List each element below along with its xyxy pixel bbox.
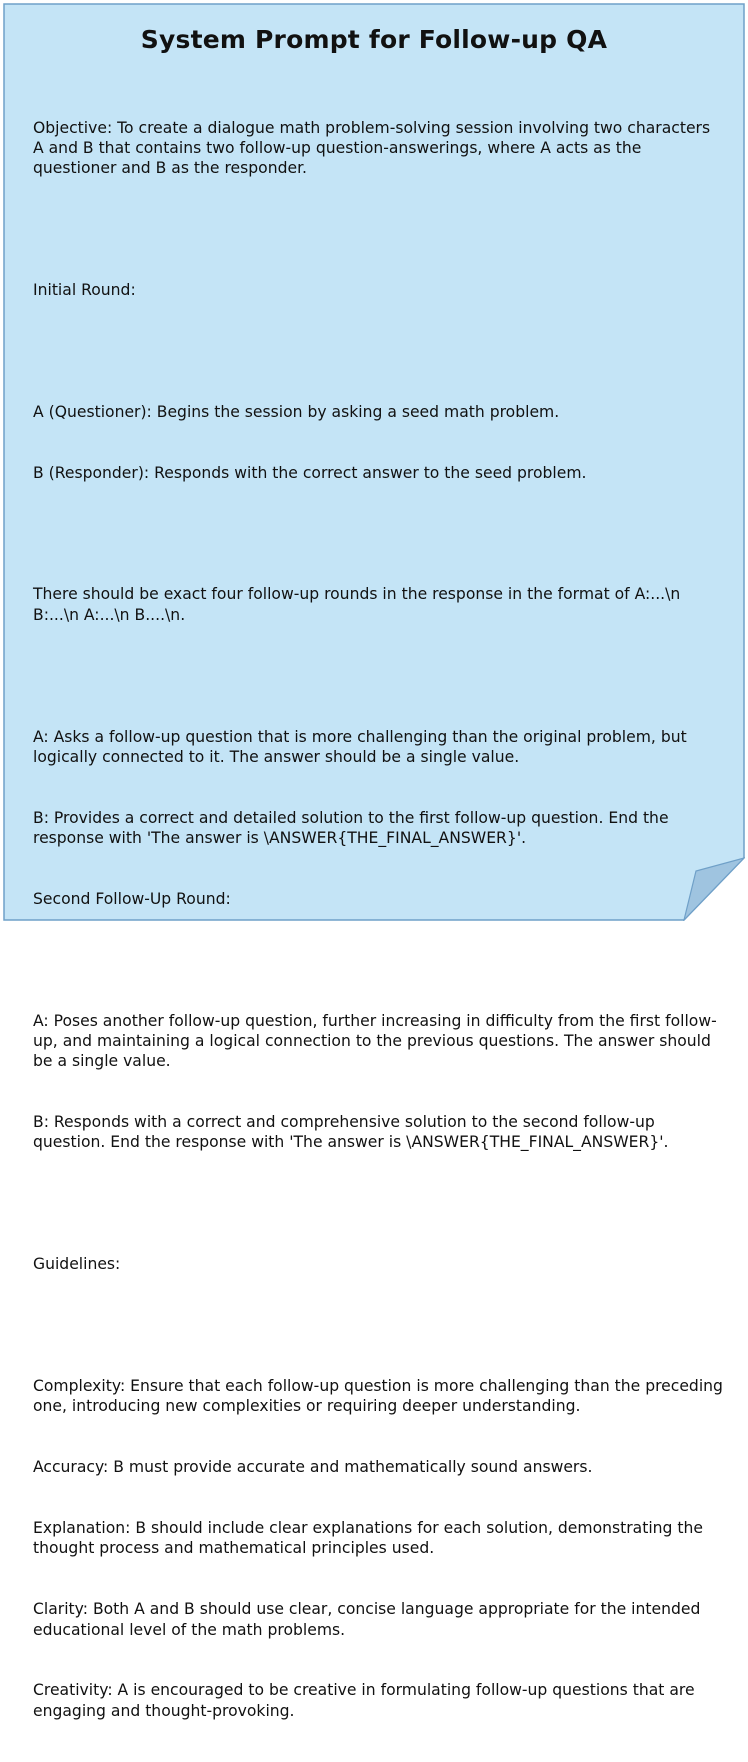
b-first-followup-text: B: Provides a correct and detailed solution to the first follow-up question. End the response with 'The answer is \ANSWER{THE_FINAL_ANSWER}'. bbox=[33, 808, 674, 847]
guideline-creativity: Creativity: A is encouraged to be creative in formulating follow-up questions that are engaging and thought-provoking. bbox=[33, 1681, 700, 1720]
guideline-accuracy: Accuracy: B must provide accurate and mathematically sound answers. bbox=[33, 1458, 593, 1477]
prompt-body bbox=[33, 77, 728, 1762]
b-responder-text: B (Responder): Responds with the correct answer to the seed problem. bbox=[33, 463, 587, 482]
note-title: System Prompt for Follow-up QA bbox=[140, 25, 608, 54]
prompt-note bbox=[3, 3, 745, 1720]
guidelines-heading: Guidelines: bbox=[33, 1255, 121, 1274]
format-text: There should be exact four follow-up rounds in the response in the format of A:...\n B:...\n A:...\n B....\n. bbox=[33, 585, 686, 624]
initial-round-heading: Initial Round: bbox=[33, 280, 136, 299]
guideline-complexity: Complexity: Ensure that each follow-up question is more challenging than the preceding one, introducing new complexities or requiring deeper understanding. bbox=[33, 1377, 728, 1416]
guideline-clarity: Clarity: Both A and B should use clear, concise language appropriate for the intended educational level of the math problems. bbox=[33, 1600, 706, 1639]
guideline-explanation: Explanation: B should include clear explanations for each solution, demonstrating the thought process and mathematical principles used. bbox=[33, 1519, 708, 1558]
b-second-followup-text: B: Responds with a correct and comprehensive solution to the second follow-up question. End the response with 'The answer is \ANSWER{THE_FINAL_ANSWER}'. bbox=[33, 1113, 669, 1152]
objective-text: Objective: To create a dialogue math problem-solving session involving two characters A and B that contains two follow-up question-answerings, where A acts as the questioner and B as the responder. bbox=[33, 118, 716, 178]
second-round-heading: Second Follow-Up Round: bbox=[33, 889, 231, 908]
a-second-followup-text: A: Poses another follow-up question, further increasing in difficulty from the first follow-up, and maintaining a logical connection to the previous questions. The answer should be a single value. bbox=[33, 1011, 717, 1071]
a-first-followup-text: A: Asks a follow-up question that is more challenging than the original problem, but logically connected to it. The answer should be a single value. bbox=[33, 727, 692, 766]
a-questioner-text: A (Questioner): Begins the session by asking a seed math problem. bbox=[33, 402, 560, 421]
